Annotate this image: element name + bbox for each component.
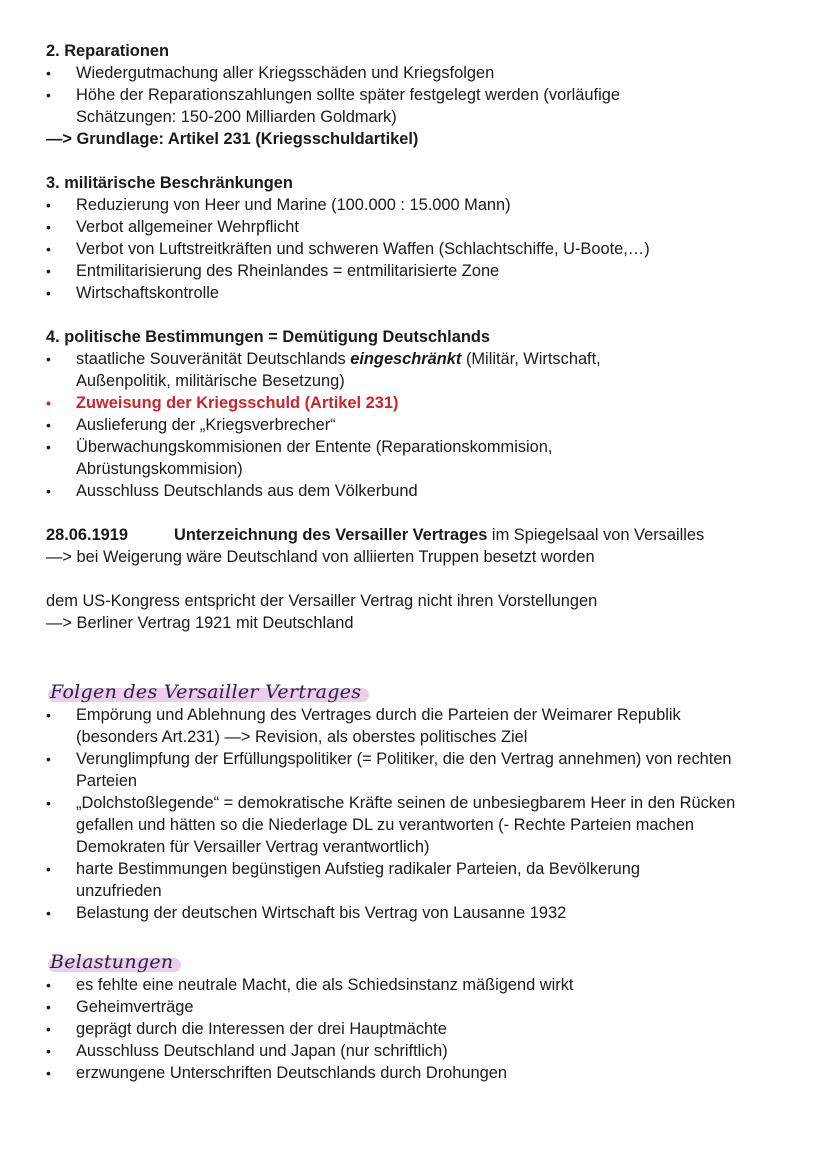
list-item: • Höhe der Reparationszahlungen sollte später festgelegt werden (vorläufige Schätzungen: 150-200 Milliarden Goldmark) [46,84,780,128]
unterzeichnung-rest: im Spiegelsaal von Versailles [487,526,705,544]
us-line-1: dem US-Kongress entspricht der Versailler Vertrag nicht ihren Vorstellungen [46,592,598,610]
list-item: • Wiedergutmachung aller Kriegsschäden und Kriegsfolgen [46,62,780,84]
list-item: • Geheimverträge [46,996,780,1018]
politik-heading: 4. politische Bestimmungen = Demütigung Deutschlands [46,328,490,346]
politik-list [46,348,780,502]
list-item: • harte Bestimmungen begünstigen Aufstieg radikaler Parteien, da Bevölkerung unzufrieden [46,858,780,902]
list-item: • „Dolchstoßlegende“ = demokratische Kräfte seinen de unbesiegbarem Heer in den Rücken gefallen und hätten so die Niederlage DL zu verantworten (- Rechte Parteien machen Demokraten für Versailler Vertrag verantwortlich) [46,792,780,858]
reparationen-heading: 2. Reparationen [46,42,169,60]
unterzeichnung-bold: Unterzeichnung des Versailler Vertrages [174,526,488,544]
list-item: • es fehlte eine neutrale Macht, die als Schiedsinstanz mäßigend wirkt [46,974,780,996]
item-text: (Militär, Wirtschaft, Außenpolitik, militärische Besetzung) [76,350,601,390]
belastungen-list [46,974,780,1084]
belastungen-heading: Belastungen [46,950,780,974]
list-item: • Auslieferung der „Kriegsverbrecher“ [46,414,780,436]
reparationen-list [46,62,780,128]
list-item: • Verbot von Luftstreitkräften und schweren Waffen (Schlachtschiffe, U-Boote,…) [46,238,780,260]
list-item: • geprägt durch die Interessen der drei Hauptmächte [46,1018,780,1040]
weigerung-line: —> bei Weigerung wäre Deutschland von alliierten Truppen besetzt worden [46,548,595,566]
list-item: • Entmilitarisierung des Rheinlandes = entmilitarisierte Zone [46,260,780,282]
grundlage-line: —> Grundlage: Artikel 231 (Kriegsschuldartikel) [46,130,419,148]
emphasis-text: eingeschränkt [350,350,462,368]
list-item: • erzwungene Unterschriften Deutschlands durch Drohungen [46,1062,780,1084]
list-item: • Verbot allgemeiner Wehrpflicht [46,216,780,238]
list-item: • Überwachungskommisionen der Entente (Reparationskommision, Abrüstungskommision) [46,436,780,480]
list-item: • Belastung der deutschen Wirtschaft bis Vertrag von Lausanne 1932 [46,902,780,924]
militaer-list [46,194,780,304]
folgen-list [46,704,780,924]
list-item: • Empörung und Ablehnung des Vertrages durch die Parteien der Weimarer Republik (besonders Art.231) —> Revision, als oberstes politisches Ziel [46,704,780,748]
militaer-heading: 3. militärische Beschränkungen [46,174,293,192]
folgen-heading: Folgen des Versailler Vertrages [46,680,780,704]
list-item: • Ausschluss Deutschland und Japan (nur schriftlich) [46,1040,780,1062]
date: 28.06.1919 [46,526,129,544]
list-item-red: • Zuweisung der Kriegsschuld (Artikel 231) [46,392,780,414]
list-item: • Reduzierung von Heer und Marine (100.000 : 15.000 Mann) [46,194,780,216]
us-line-2: —> Berliner Vertrag 1921 mit Deutschland [46,614,354,632]
unterzeichnung-line [46,524,780,546]
list-item: • Verunglimpfung der Erfüllungspolitiker (= Politiker, die den Vertrag annehmen) von rechten Parteien [46,748,780,792]
list-item [46,348,780,392]
list-item: • Wirtschaftskontrolle [46,282,780,304]
item-text: staatliche Souveränität Deutschlands [76,350,351,368]
list-item: • Ausschluss Deutschlands aus dem Völkerbund [46,480,780,502]
